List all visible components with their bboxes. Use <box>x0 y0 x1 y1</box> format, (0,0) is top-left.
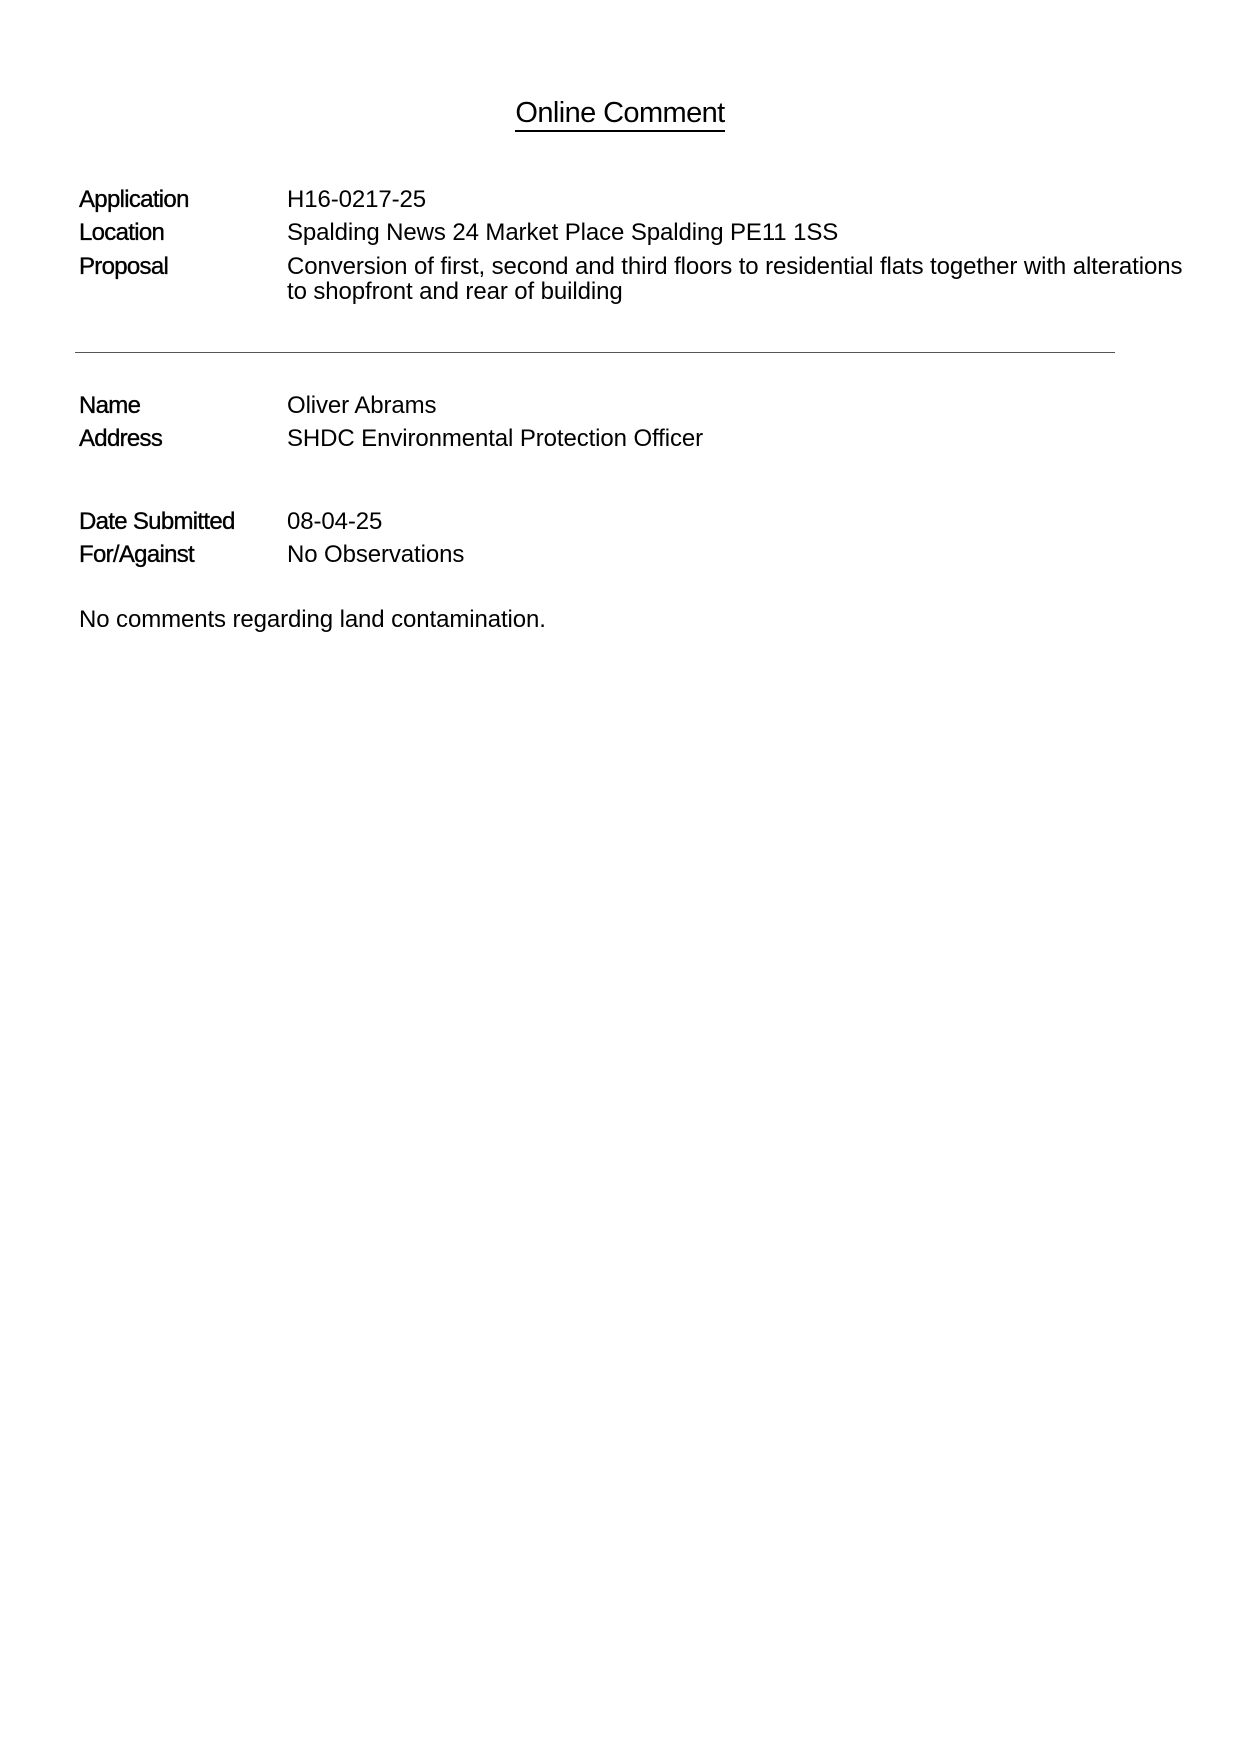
page-title-text: Online Comment <box>515 97 724 132</box>
address-label: Address <box>79 425 163 452</box>
section-divider <box>75 352 1115 353</box>
page-title <box>0 96 1240 132</box>
comment-text: No comments regarding land contamination. <box>79 606 546 633</box>
application-label: Application <box>79 186 189 213</box>
address-value: SHDC Environmental Protection Officer <box>287 425 704 452</box>
application-value: H16-0217-25 <box>287 186 426 213</box>
for-against-value: No Observations <box>287 541 465 568</box>
date-submitted-value: 08-04-25 <box>287 508 383 535</box>
location-value: Spalding News 24 Market Place Spalding PE11 1SS <box>287 219 839 246</box>
name-label: Name <box>79 392 141 419</box>
name-value: Oliver Abrams <box>287 392 437 419</box>
location-label: Location <box>79 219 165 246</box>
proposal-value: Conversion of first, second and third floors to residential flats together with alterations to shopfront and rear of building <box>287 253 1183 305</box>
proposal-label: Proposal <box>79 253 169 280</box>
date-submitted-label: Date Submitted <box>79 508 235 535</box>
for-against-label: For/Against <box>79 541 195 568</box>
